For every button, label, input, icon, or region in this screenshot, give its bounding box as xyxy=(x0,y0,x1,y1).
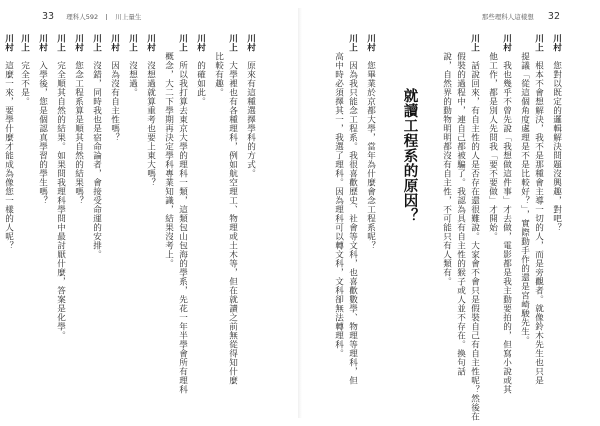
right-col-11 xyxy=(334,52,343,382)
left-page-header xyxy=(42,11,141,22)
dialogue-text: 完全不是。 xyxy=(19,61,30,106)
dialogue-text: 他工作，都是別人先問我「要不要做」才開始。 xyxy=(487,52,498,241)
right-col-3 xyxy=(520,52,529,382)
left-col-12 xyxy=(56,34,65,364)
dialogue-text: 您對以既定的邏輯解決問題沒興趣，對吧？ xyxy=(551,61,562,232)
speaker-label: 川村 xyxy=(501,34,512,52)
speaker-label: 川上 xyxy=(533,34,544,52)
dialogue-text: 完全順其自然的結果。如果問我理科學問中最討厭什麼，答案是化學。 xyxy=(55,61,66,340)
left-col-13 xyxy=(38,34,47,364)
left-page-number: 33 xyxy=(42,11,55,22)
left-col-8 xyxy=(128,34,137,364)
left-col-3 xyxy=(214,52,223,382)
right-col-9 xyxy=(366,34,375,364)
left-col-14 xyxy=(20,34,29,364)
dialogue-text: 沒想過就算重考也要上東大嗎？ xyxy=(145,61,156,187)
right-col-8 xyxy=(442,52,451,382)
left-col-1 xyxy=(246,34,255,364)
speaker-label: 川上 xyxy=(127,34,138,52)
left-col-10 xyxy=(92,34,101,364)
right-running-title: 那些理科人這樣想 xyxy=(481,13,534,21)
speaker-label: 川上 xyxy=(177,34,188,52)
dialogue-text: 大學裡也有各種理科，例如航空理工、物理或土木等，但在就讀之前無從得知什麼 xyxy=(227,61,238,385)
speaker-label: 川村 xyxy=(551,34,562,52)
section-heading: 就讀工程系的原因？ xyxy=(401,88,418,223)
speaker-label: 川村 xyxy=(365,34,376,52)
right-page-header xyxy=(482,11,560,22)
right-col-6 xyxy=(469,34,480,421)
right-col-5 xyxy=(488,52,497,382)
dialogue-text: 概念，大二下學期再決定學科專業知識，結果沒考上。 xyxy=(163,52,174,268)
header-separator xyxy=(106,14,107,20)
speaker-label: 川上 xyxy=(55,34,66,52)
left-col-15 xyxy=(4,34,13,364)
right-col-2 xyxy=(533,34,544,385)
speaker-label: 川上 xyxy=(347,34,358,52)
speaker-label: 川村 xyxy=(145,34,156,52)
dialogue-text: 入學後，您是個認真學習的學生嗎？ xyxy=(37,61,48,205)
dialogue-text: 的確如此。 xyxy=(195,61,206,106)
dialogue-text: 原來有這種選擇學科的方式。 xyxy=(245,61,256,178)
right-col-1 xyxy=(552,34,561,364)
speaker-label: 川村 xyxy=(73,34,84,52)
dialogue-text: 這麼一來，要學什麼才能成為像您一樣的人呢？ xyxy=(3,61,14,250)
right-col-4 xyxy=(501,34,512,394)
speaker-label: 川村 xyxy=(245,34,256,52)
dialogue-text: 高中時必須擇其一，我選了理科。因為理科可以轉文科，文科卻無法轉理科。 xyxy=(333,52,344,358)
dialogue-text: 您畢業於京都大學，當年為什麼會念工程系呢？ xyxy=(365,61,376,250)
dialogue-text: 因為沒有自主性嗎？ xyxy=(109,61,120,142)
dialogue-text: 因為我只能念工程系。我很喜歡歷史、社會等文科，也喜歡數學、物理等理科，但 xyxy=(347,61,358,385)
left-col-11 xyxy=(74,34,83,364)
left-col-2 xyxy=(227,34,238,385)
page-gutter xyxy=(298,8,302,418)
dialogue-text: 提議「從這個角度處理是不是比較好？」，實際動手作的還是宮崎駿先生。 xyxy=(519,52,530,345)
dialogue-text: 沒錯，同時我也是宿命論者，會接受命運的安排。 xyxy=(91,61,102,259)
speaker-label: 川上 xyxy=(469,34,480,52)
left-col-4 xyxy=(196,34,205,364)
right-col-7 xyxy=(456,52,465,382)
dialogue-text: 沒想過。 xyxy=(127,61,138,97)
speaker-label: 川村 xyxy=(37,34,48,52)
dialogue-text: 所以我打算去東京大學的理科一類，這類包山包海的學系，先花一年半學會所有理科 xyxy=(177,61,188,394)
speaker-label: 川村 xyxy=(109,34,120,52)
dialogue-text: 假裝的過程中，連自己都被騙了。我認為具有自主性的猴子或人並不存在。換句話 xyxy=(455,52,466,376)
dialogue-text: 我也幾乎不曾先說「我想做這件事」才去做，電影都是我主動要拍的，但寫小說或其 xyxy=(501,61,512,394)
left-col-5 xyxy=(177,34,188,394)
left-col-9 xyxy=(110,34,119,364)
right-col-10 xyxy=(347,34,358,385)
dialogue-text: 您念工程系算是順其自然的結果嗎？ xyxy=(73,61,84,205)
dialogue-text: 說，自然界的動物明明都沒有自主性，不可能只有人類有。 xyxy=(441,52,452,286)
speaker-label: 川上 xyxy=(19,34,30,52)
speaker-label: 川上 xyxy=(91,34,102,52)
speaker-label: 川上 xyxy=(227,34,238,52)
left-col-7 xyxy=(146,34,155,364)
left-col-6 xyxy=(164,52,173,382)
dialogue-text: 話說回來，有自主性的人是否存在還很難說。大家會不會只是假裝自己有自主性呢？然後在 xyxy=(469,61,480,421)
dialogue-text: 根本不會想解決，我不是那種會主導一切的人，而是旁觀者。就像鈴木先生也只是 xyxy=(533,61,544,385)
speaker-label: 川村 xyxy=(195,34,206,52)
speaker-label: 川村 xyxy=(3,34,14,52)
left-running-title: 理科人592 xyxy=(66,13,99,21)
right-page-number: 32 xyxy=(547,11,560,22)
left-running-subtitle: 川上量生 xyxy=(115,13,142,21)
dialogue-text: 比較有趣。 xyxy=(213,52,224,97)
